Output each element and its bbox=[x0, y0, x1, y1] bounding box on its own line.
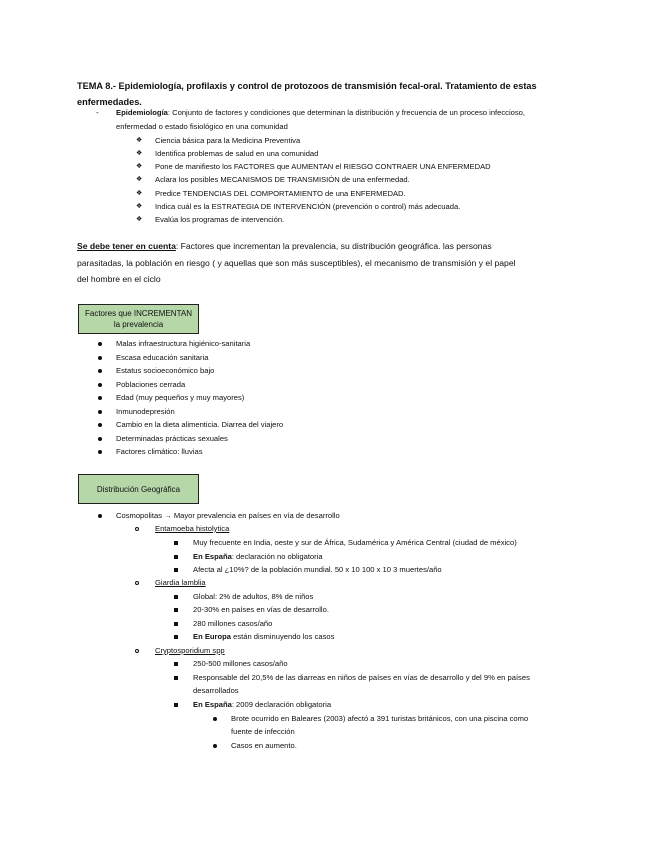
epi-point: Aclara los posibles MECANISMOS DE TRANSMISIÓN de una enfermedad. bbox=[155, 175, 410, 184]
giardia-item: 280 millones casos/año bbox=[193, 619, 273, 628]
epi-definition-line-2: enfermedad o estado fisiológico en una comunidad bbox=[116, 122, 288, 131]
bullet-icon bbox=[98, 514, 102, 518]
bullet-icon bbox=[98, 396, 102, 400]
bullet-icon bbox=[213, 744, 217, 748]
square-bullet-icon bbox=[174, 595, 178, 599]
giardia-item: 20-30% en países en vías de desarrollo. bbox=[193, 605, 329, 614]
epi-point: Evalúa los programas de intervención. bbox=[155, 215, 285, 224]
diamond-bullet-icon: ❖ bbox=[136, 163, 143, 170]
cryptosporidium-item-cont: desarrollados bbox=[193, 686, 239, 695]
bullet-icon bbox=[213, 717, 217, 721]
factor-item: Determinadas prácticas sexuales bbox=[116, 434, 228, 443]
square-bullet-icon bbox=[174, 568, 178, 572]
epi-definition bbox=[116, 107, 525, 119]
bullet-icon bbox=[98, 356, 102, 360]
square-bullet-icon bbox=[174, 555, 178, 559]
bullet-icon bbox=[98, 410, 102, 414]
square-bullet-icon bbox=[174, 635, 178, 639]
epi-term: Epidemiología bbox=[116, 108, 168, 117]
bullet-icon bbox=[98, 383, 102, 387]
species-entamoeba: Entamoeba histolytica bbox=[155, 524, 230, 533]
factor-item: Malas infraestructura higiénico-sanitaria bbox=[116, 339, 251, 348]
bullet-icon bbox=[98, 342, 102, 346]
note-text: : Factores que incrementan la prevalencia, su distribución geográfica. las personas bbox=[175, 241, 492, 251]
geo-cosmopolitan: Cosmopolitas → Mayor prevalencia en países en vía de desarrollo bbox=[116, 511, 340, 520]
epi-point: Pone de manifiesto los FACTORES que AUMENTAN el RIESGO CONTRAER UNA ENFERMEDAD bbox=[155, 162, 491, 171]
diamond-bullet-icon: ❖ bbox=[136, 150, 143, 157]
diamond-bullet-icon: ❖ bbox=[136, 216, 143, 223]
square-bullet-icon bbox=[174, 622, 178, 626]
note-line-1 bbox=[77, 238, 492, 255]
note-line-3: del hombre en el ciclo bbox=[77, 274, 161, 284]
cryptosporidium-item: 250-500 millones casos/año bbox=[193, 659, 288, 668]
document-title bbox=[77, 78, 577, 110]
factor-item: Escasa educación sanitaria bbox=[116, 353, 209, 362]
entamoeba-item: En España: declaración no obligatoria bbox=[193, 552, 323, 561]
factors-header-box bbox=[78, 304, 199, 334]
bullet-icon bbox=[98, 369, 102, 373]
giardia-item: Global: 2% de adultos, 8% de niños bbox=[193, 592, 314, 601]
factor-item: Inmunodepresión bbox=[116, 407, 175, 416]
epi-definition-text: : Conjunto de factores y condiciones que determinan la distribución y frecuencia de un proceso infeccioso, bbox=[167, 108, 526, 117]
title-line-1: TEMA 8.- Epidemiología, profilaxis y control de protozoos de transmisión fecal-oral. Tratamiento de estas bbox=[77, 81, 537, 91]
epi-point: Ciencia básica para la Medicina Preventiva bbox=[155, 136, 301, 145]
epi-point: Predice TENDENCIAS DEL COMPORTAMIENTO de una ENFERMEDAD. bbox=[155, 189, 406, 198]
cryptosporidium-item: Responsable del 20,5% de las diarreas en niños de países en vías de desarrollo y del 9% en países bbox=[193, 673, 530, 682]
cryptosporidium-item: En España: 2009 declaración obligatoria bbox=[193, 700, 332, 709]
ring-bullet-icon bbox=[135, 527, 139, 531]
cryptosporidium-subitem: Brote ocurrido en Baleares (2003) afectó a 391 turistas británicos, con una piscina como bbox=[231, 714, 529, 723]
bullet-icon bbox=[98, 437, 102, 441]
square-bullet-icon bbox=[174, 676, 178, 680]
factor-item: Factores climático: lluvias bbox=[116, 447, 203, 456]
diamond-bullet-icon: ❖ bbox=[136, 203, 143, 210]
giardia-item: En Europa están disminuyendo los casos bbox=[193, 632, 335, 641]
square-bullet-icon bbox=[174, 703, 178, 707]
factor-item: Estatus socioeconómico bajo bbox=[116, 366, 215, 375]
species-cryptosporidium: Cryptosporidium spp bbox=[155, 646, 225, 655]
square-bullet-icon bbox=[174, 662, 178, 666]
diamond-bullet-icon: ❖ bbox=[136, 176, 143, 183]
factor-item: Poblaciones cerrada bbox=[116, 380, 186, 389]
factors-header-line-2: la prevalencia bbox=[113, 320, 164, 329]
square-bullet-icon bbox=[174, 608, 178, 612]
geo-header-box bbox=[78, 474, 199, 504]
geo-header-label: Distribución Geográfica bbox=[96, 484, 181, 494]
factor-item: Cambio en la dieta alimenticia. Diarrea del viajero bbox=[116, 420, 284, 429]
epi-point: Indica cuál es la ESTRATEGIA DE INTERVENCIÓN (prevención o control) más adecuada. bbox=[155, 202, 461, 211]
entamoeba-item: Afecta al ¿10%? de la población mundial. 50 x 10 100 x 10 3 muertes/año bbox=[193, 565, 442, 574]
entamoeba-item: Muy frecuente en India, oeste y sur de África, Sudamérica y América Central (ciudad de méxico) bbox=[193, 538, 517, 547]
diamond-bullet-icon: ❖ bbox=[136, 137, 143, 144]
factors-header-line-1: Factores que INCREMENTAN bbox=[85, 309, 192, 318]
title-line-2: enfermedades. bbox=[77, 97, 142, 107]
square-bullet-icon bbox=[174, 541, 178, 545]
epi-point: Identifica problemas de salud en una comunidad bbox=[155, 149, 319, 158]
cryptosporidium-subitem-cont: fuente de infección bbox=[231, 727, 295, 736]
note-line-2: parasitadas, la población en riesgo ( y aquellas que son más susceptibles), el mecanismo de transmisión y el papel bbox=[77, 258, 516, 268]
bullet-icon bbox=[98, 450, 102, 454]
ring-bullet-icon bbox=[135, 581, 139, 585]
species-giardia: Giardia lamblia bbox=[155, 578, 206, 587]
bullet-icon bbox=[98, 423, 102, 427]
dash-marker: - bbox=[96, 108, 99, 117]
ring-bullet-icon bbox=[135, 649, 139, 653]
cryptosporidium-subitem: Casos en aumento. bbox=[231, 741, 297, 750]
factor-item: Edad (muy pequeños y muy mayores) bbox=[116, 393, 245, 402]
note-label: Se debe tener en cuenta bbox=[77, 241, 176, 251]
diamond-bullet-icon: ❖ bbox=[136, 190, 143, 197]
